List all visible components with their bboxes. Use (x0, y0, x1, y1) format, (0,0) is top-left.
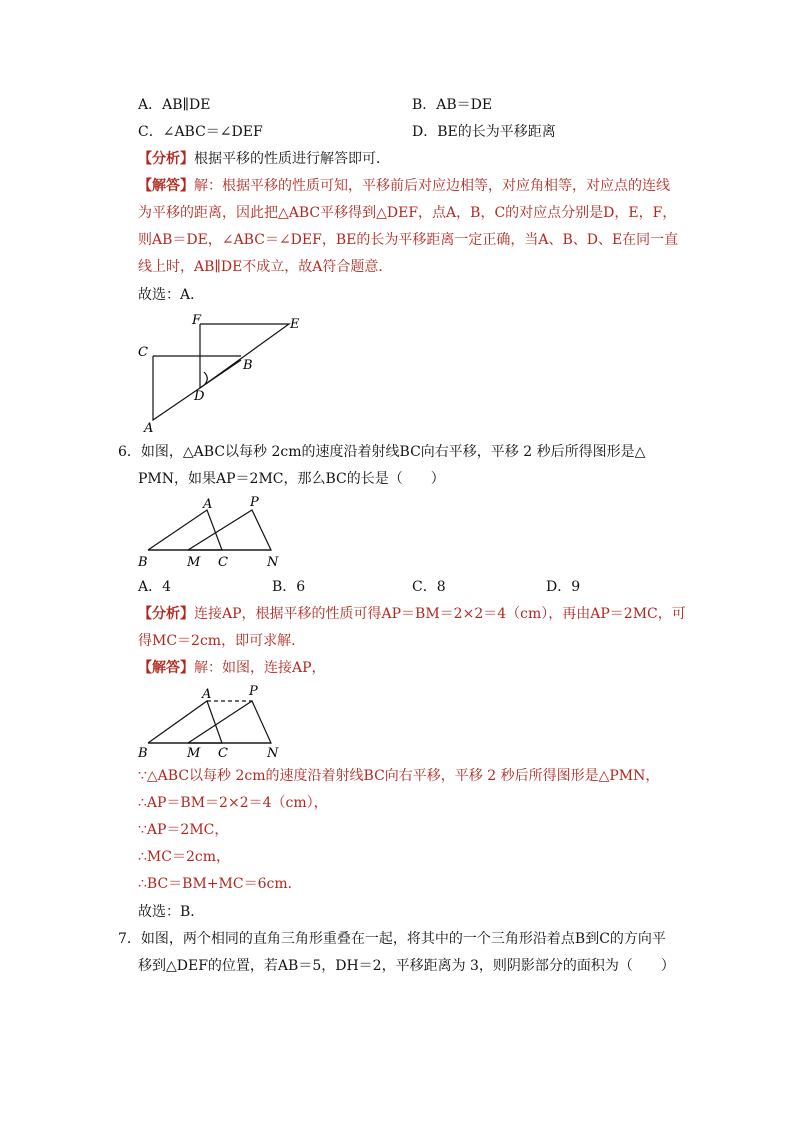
label-f: F (192, 313, 202, 328)
triangle-abc (148, 701, 222, 743)
q6-answer-tag: 【解答】 (138, 660, 194, 676)
answer-line-3: 则AB＝DE，∠ABC＝∠DEF，BE的长为平移距离一定正确，当A、B、D、E在同一直 (138, 232, 679, 248)
label-c: C (138, 345, 148, 360)
q6-analysis-tag: 【分析】 (138, 606, 194, 622)
question-7-line-1: 7．如图，两个相同的直角三角形重叠在一起，将其中的一个三角形沿着点B到C的方向平 (118, 931, 666, 947)
label-m: M (187, 555, 201, 570)
figure-translation-2 (130, 492, 300, 572)
answer-line-2: 为平移的距离，因此把△ABC平移得到△DEF，点A，B，C的对应点分别是D，E，F， (138, 205, 677, 221)
label-c: C (218, 746, 228, 761)
option-b: B．AB＝DE (412, 97, 493, 113)
triangle-pmn (188, 510, 271, 550)
label-n: N (267, 555, 279, 570)
q6-answer-intro-text: 解：如图，连接AP， (194, 660, 326, 676)
label-p: P (249, 684, 258, 699)
label-b: B (138, 746, 148, 761)
figure-translation-3 (130, 681, 300, 761)
label-m: M (187, 746, 201, 761)
answer-text: 解：根据平移的性质可知，平移前后对应边相等，对应角相等，对应点的连线 (194, 178, 670, 194)
answer-line-4: 线上时，AB∥DE不成立，故A符合题意． (138, 259, 393, 275)
label-b: B (243, 358, 253, 373)
q6-step-1: ∵△ABC以每秒 2cm的速度沿着射线BC向右平移，平移 2 秒后所得图形是△PMN， (138, 768, 660, 784)
q6-step-2: ∴AP＝BM＝2×2＝4（cm）， (138, 795, 328, 811)
question-6-line-2: PMN，如果AP＝2MC，那么BC的长是（ ） (138, 471, 445, 487)
q6-step-3: ∵AP＝2MC， (138, 822, 229, 838)
q6-option-c: C．8 (412, 579, 446, 595)
label-c: C (218, 555, 228, 570)
label-e: E (290, 317, 300, 332)
analysis-block (138, 150, 390, 168)
question-6-line-1: 6．如图，△ABC以每秒 2cm的速度沿着射线BC向右平移，平移 2 秒后所得图形是△ (118, 444, 646, 460)
q6-answer-choice: 故选：B． (138, 904, 205, 920)
label-d: D (194, 389, 205, 404)
q6-option-b: B．6 (272, 579, 306, 595)
answer-choice: 故选：A． (138, 287, 205, 303)
label-p: P (250, 495, 259, 510)
answer-line-1 (138, 177, 670, 195)
q6-analysis-line-1 (138, 605, 686, 623)
q6-analysis-line-2: 得MC＝2cm，即可求解． (138, 633, 306, 649)
label-n: N (267, 746, 279, 761)
q6-analysis-text: 连接AP，根据平移的性质可得AP＝BM＝2×2＝4（cm），再由AP＝2MC，可 (194, 606, 686, 622)
analysis-tag: 【分析】 (138, 151, 194, 167)
q6-step-5: ∴BC＝BM+MC＝6cm． (138, 876, 302, 892)
triangle-pmn (188, 701, 271, 743)
angle-mark (204, 372, 207, 384)
option-a: A．AB∥DE (138, 97, 211, 113)
question-7-line-2: 移到△DEF的位置，若AB＝5，DH＝2，平移距离为 3，则阴影部分的面积为（ ） (138, 958, 675, 974)
triangle-abc (153, 356, 241, 420)
triangle-abc (148, 510, 222, 550)
option-d: D．BE的长为平移距离 (412, 124, 556, 140)
label-a: A (203, 497, 213, 512)
label-b: B (138, 555, 148, 570)
figure-translation-1 (130, 310, 320, 435)
q6-option-a: A．4 (138, 579, 172, 595)
analysis-text: 根据平移的性质进行解答即可． (194, 151, 390, 167)
option-c: C．∠ABC＝∠DEF (138, 124, 263, 140)
q6-step-4: ∴MC＝2cm， (138, 849, 230, 865)
label-a: A (202, 687, 212, 702)
q6-option-d: D．9 (546, 579, 581, 595)
answer-tag: 【解答】 (138, 178, 194, 194)
label-a: A (144, 421, 154, 436)
q6-answer-intro (138, 659, 326, 677)
